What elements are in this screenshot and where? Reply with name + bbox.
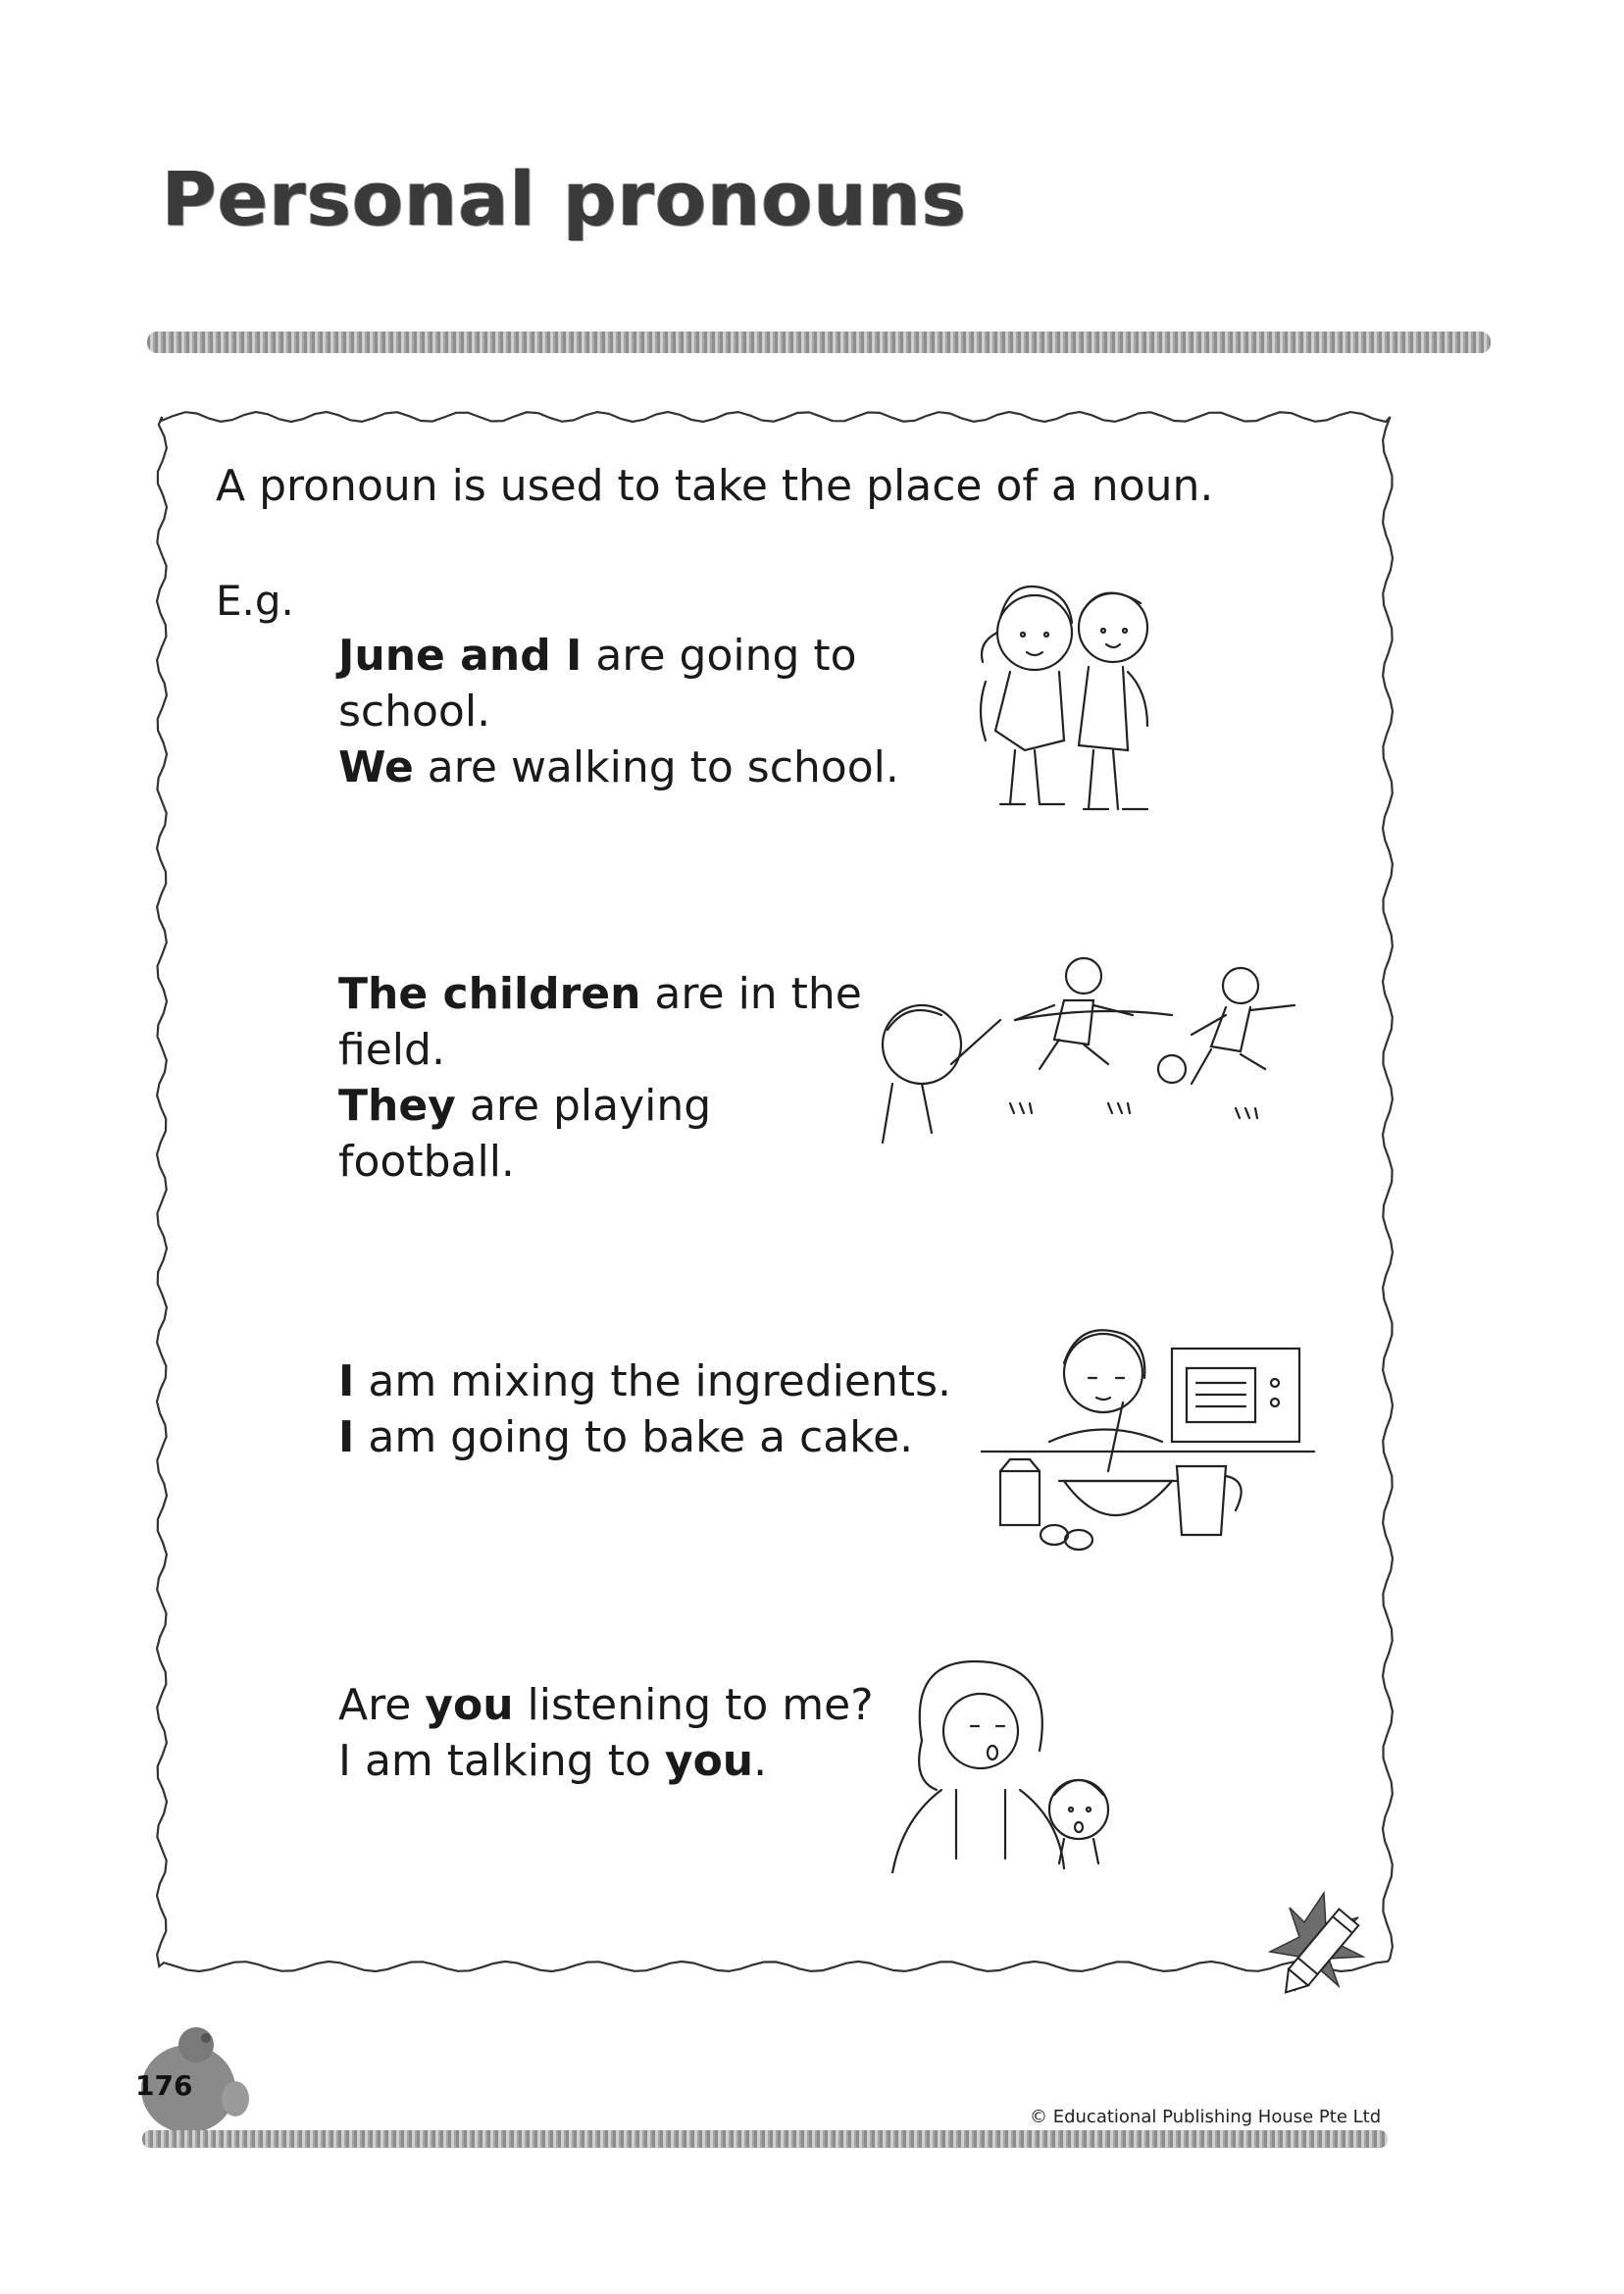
- example-text: football.: [338, 1137, 515, 1187]
- pronoun-highlight: They: [338, 1081, 456, 1131]
- example-label: E.g.: [216, 577, 294, 625]
- example-line: [338, 1409, 946, 1465]
- example-text: I am talking to: [338, 1736, 665, 1786]
- example-line: [338, 966, 946, 1022]
- pronoun-highlight: you: [425, 1680, 514, 1730]
- example-text: listening to me?: [513, 1680, 874, 1730]
- example-text: am mixing the ingredients.: [354, 1356, 952, 1406]
- example-line: [338, 1022, 946, 1078]
- mother-talking-to-child-illustration: [883, 1653, 1157, 1873]
- example-line: [338, 739, 946, 795]
- definition-text: A pronoun is used to take the place of a noun.: [216, 461, 1214, 511]
- example-line: [338, 1078, 946, 1134]
- example-line: [338, 1733, 946, 1789]
- example-line: [338, 1677, 946, 1733]
- example-sentences: [338, 966, 946, 1190]
- children-playing-football-illustration: [863, 946, 1324, 1167]
- pronoun-highlight: I: [338, 1412, 355, 1462]
- example-sentences: [338, 1353, 952, 1465]
- pronoun-highlight: The children: [338, 969, 641, 1019]
- example-text: Are: [338, 1680, 426, 1730]
- pronoun-highlight: We: [338, 742, 414, 792]
- pronoun-highlight: June and I: [338, 631, 583, 681]
- example-text: am going to bake a cake.: [354, 1412, 914, 1462]
- example-text: are in the: [640, 969, 862, 1019]
- example-text: are playing: [455, 1081, 712, 1131]
- example-sentences: [338, 1677, 946, 1789]
- example-line: [338, 684, 946, 739]
- example-line: [338, 1353, 952, 1409]
- page-number: 176: [135, 2069, 193, 2102]
- pronoun-highlight: I: [338, 1356, 355, 1406]
- two-children-walking-illustration: [956, 574, 1192, 843]
- example-text: are walking to school.: [413, 742, 899, 792]
- page-title: Personal pronouns: [162, 155, 967, 242]
- footer-divider: [142, 2130, 1388, 2148]
- example-text: school.: [338, 687, 491, 737]
- example-text: field.: [338, 1025, 445, 1075]
- pencil-icon: [1265, 1888, 1393, 2015]
- example-text: .: [753, 1736, 768, 1786]
- example-sentences: [338, 628, 946, 795]
- example-line: [338, 1134, 946, 1190]
- example-text: are going to: [582, 631, 857, 681]
- example-line: [338, 628, 946, 684]
- copyright-notice: © Educational Publishing House Pte Ltd: [1030, 2107, 1382, 2127]
- pronoun-highlight: you: [664, 1736, 754, 1786]
- woman-baking-illustration: [981, 1304, 1319, 1574]
